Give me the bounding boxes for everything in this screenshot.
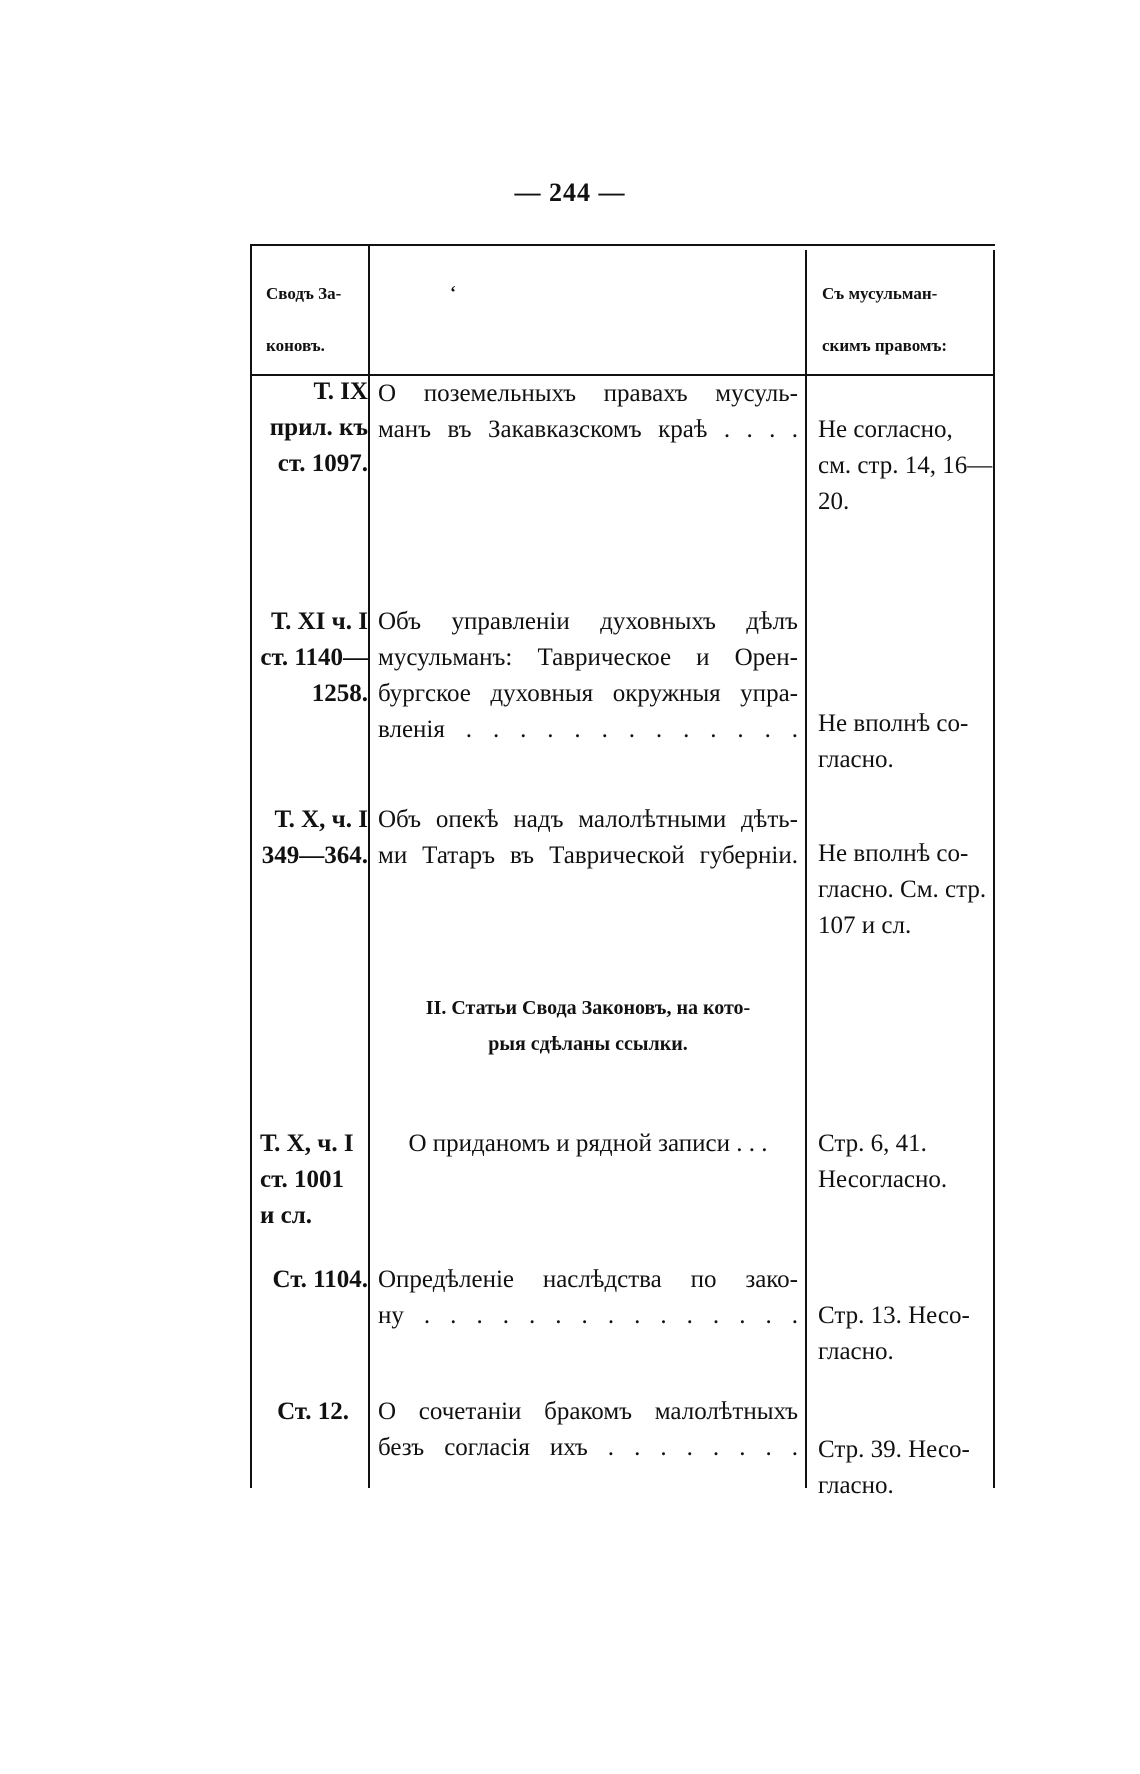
row-2-note: Не вполнѣ со- гласно. bbox=[818, 710, 969, 773]
header-conformity-column: Съ мусульман- скимъ правомъ: bbox=[822, 284, 948, 355]
row-6-text: О сочетаніи бракомъ малолѣтныхъ безъ согласія ихъ . . . . . . . . bbox=[378, 1398, 798, 1461]
row-4-text: О приданомъ и рядной записи . . . bbox=[408, 1130, 768, 1157]
law-reference-table bbox=[250, 244, 995, 1499]
table-border-left bbox=[250, 246, 252, 1488]
row-2-text: Объ управленіи духовныхъ дѣлъ мусульманъ: Таврическое и Орен- бургское духовныя окружныя упра- вленія . . . . . . . . . . . . . bbox=[378, 608, 798, 743]
row-6-note: Стр. 39. Несо- гласно. bbox=[818, 1436, 970, 1499]
row-5-code: Ст. 1104. bbox=[272, 1266, 368, 1293]
row-4-note: Стр. 6, 41. Несогласно. bbox=[818, 1130, 948, 1193]
section-heading: II. Статьи Свода Законовъ, на кото- рыя сдѣланы ссылки. bbox=[425, 997, 751, 1055]
header-middle-mark: ‘ bbox=[450, 282, 456, 302]
page-number: — 244 — bbox=[514, 178, 626, 207]
row-6-code: Ст. 12. bbox=[277, 1398, 349, 1425]
row-3-code: Т. X, ч. I 349—364. bbox=[261, 806, 368, 869]
table-border-right bbox=[993, 250, 995, 1488]
row-1-code: Т. IX прил. къ ст. 1097. bbox=[269, 378, 368, 477]
header-code-column: Сводъ За- коновъ. bbox=[266, 284, 342, 355]
row-3-note: Не вполнѣ со- гласно. См. стр. 107 и сл. bbox=[818, 840, 987, 939]
row-5-text: Опредѣленіе наслѣдства по зако- ну . . . . . . . . . . . . . . . bbox=[378, 1266, 798, 1329]
row-5-note: Стр. 13. Несо- гласно. bbox=[818, 1302, 970, 1365]
column-divider-2 bbox=[805, 250, 807, 1488]
row-1-note: Не согласно, см. стр. 14, 16— 20. bbox=[818, 416, 993, 515]
row-1-text: О поземельныхъ правахъ мусуль- манъ въ Закавказскомъ краѣ . . . . bbox=[378, 380, 798, 443]
row-3-text: Объ опекѣ надъ малолѣтными дѣть- ми Татаръ въ Таврической губерніи. bbox=[378, 806, 798, 869]
row-2-code: Т. XI ч. I ст. 1140— 1258. bbox=[260, 608, 368, 707]
row-4-code: Т. X, ч. I ст. 1001 и сл. bbox=[260, 1130, 354, 1229]
column-divider-1 bbox=[368, 246, 370, 1488]
